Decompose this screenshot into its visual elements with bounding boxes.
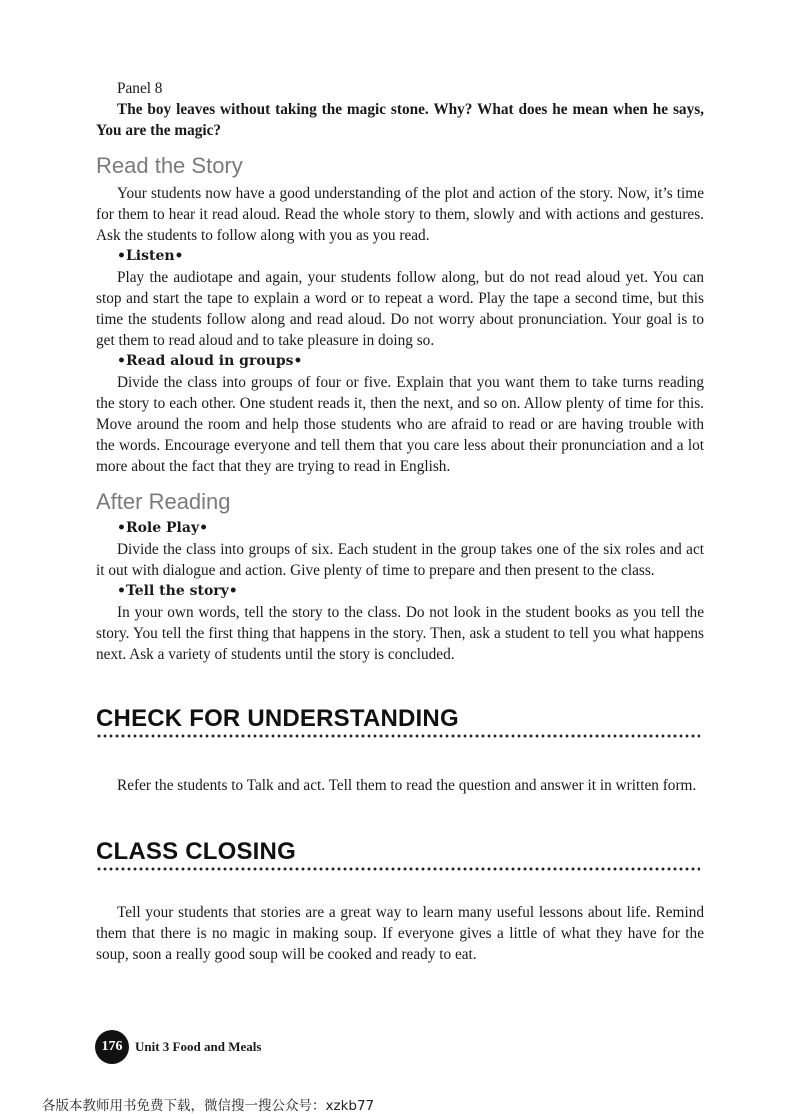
page-number: 176 <box>95 1030 129 1064</box>
dotted-divider <box>96 733 700 739</box>
read-story-heading: Read the Story <box>96 153 243 178</box>
page-footer <box>95 1030 261 1064</box>
closing-section-header <box>96 838 704 872</box>
panel-question: The boy leaves without taking the magic stone. Why? What does he mean when he says, You are the magic? <box>96 101 704 139</box>
groups-title: •Read aloud in groups• <box>117 353 303 369</box>
tell-story-title: •Tell the story• <box>117 583 238 599</box>
check-heading: CHECK FOR UNDERSTANDING <box>96 705 459 732</box>
check-text: Refer the students to Talk and act. Tell them to read the question and answer it in written form. <box>117 777 697 794</box>
check-section-header <box>96 705 704 739</box>
read-story-intro: Your students now have a good understanding of the plot and action of the story. Now, it’s time for them to hear it read aloud. Read the whole story to them, slowly and with actions and gestures. Ask the students to follow along with you as you read. <box>96 185 704 244</box>
after-reading-heading: After Reading <box>96 489 231 514</box>
closing-heading: CLASS CLOSING <box>96 838 296 865</box>
unit-title: Unit 3 Food and Meals <box>135 1039 262 1054</box>
listen-title: •Listen• <box>117 248 184 264</box>
page-content <box>96 78 704 965</box>
role-play-title: •Role Play• <box>117 520 209 536</box>
dotted-divider <box>96 866 700 872</box>
tell-story-text: In your own words, tell the story to the class. Do not look in the student books as you tell the story. You tell the first thing that happens in the story. Then, ask a student to tell you what happens next. Ask a variety of students until the story is concluded. <box>96 604 704 663</box>
closing-text: Tell your students that stories are a great way to learn many useful lessons about life. Remind them that there is no magic in making soup. If everyone gives a little of what they have for the soup, soon a really good soup will be cooked and ready to eat. <box>96 904 704 963</box>
groups-text: Divide the class into groups of four or five. Explain that you want them to take turns reading the story to each other. One student reads it, then the next, and so on. Allow plenty of time for this. Move around the room and help those students who are afraid to read or are having trouble with the words. Encourage everyone and tell them that you care less about their pronunciation and a lot more about the fact that they are trying to read in English. <box>96 374 704 475</box>
role-play-text: Divide the class into groups of six. Each student in the group takes one of the six roles and act it out with dialogue and action. Give plenty of time to prepare and then present to the class. <box>96 541 704 579</box>
panel-label: Panel 8 <box>117 80 163 97</box>
watermark-text: 各版本教师用书免费下载，微信搜一搜公众号：xzkb77 <box>42 1098 375 1114</box>
listen-text: Play the audiotape and again, your students follow along, but do not read aloud yet. You can stop and start the tape to explain a word or to repeat a word. Play the tape a second time, but this time the students follow along and read aloud. Do not worry about pronunciation. Your goal is to get them to read aloud and to take pleasure in doing so. <box>96 269 704 349</box>
